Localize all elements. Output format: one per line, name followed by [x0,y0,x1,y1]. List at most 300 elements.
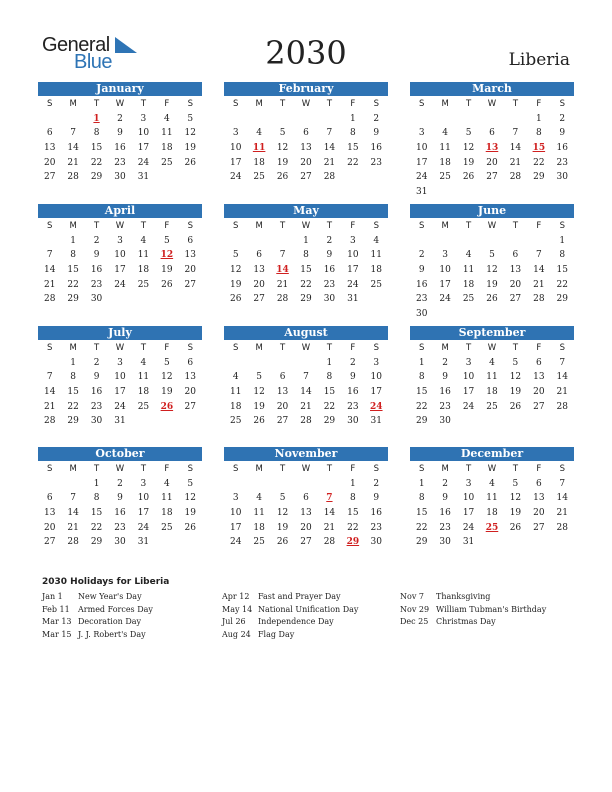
weekday-label: W [487,343,497,353]
holiday-entry [222,616,358,629]
day: 1 [70,357,76,368]
weekday-label: S [559,221,565,231]
day: 23 [556,157,568,168]
day: 9 [418,265,425,276]
day: 8 [418,372,425,383]
day: 10 [114,250,126,261]
day: 25 [486,401,498,412]
day: 21 [533,279,545,290]
holiday-entry [400,604,546,617]
day: 8 [93,128,100,139]
empty-day [527,234,550,249]
day: 4 [256,493,262,504]
day: 17 [439,279,451,290]
day: 23 [114,522,126,533]
day: 6 [187,235,194,246]
day: 28 [323,172,336,183]
day: 12 [184,493,196,504]
holiday-entry [222,591,358,604]
day: 15 [300,265,312,276]
empty-day [224,234,247,249]
weekday-label: M [69,464,77,474]
day: 19 [276,522,289,533]
weekday-label: T [279,464,286,474]
day: 17 [415,157,428,168]
day: 23 [114,157,126,168]
day: 11 [137,250,150,261]
empty-day [38,356,61,371]
month-january [38,82,202,185]
day: 28 [67,172,79,183]
day: 16 [439,508,451,519]
holiday-entry [42,629,153,642]
day: 17 [462,387,475,398]
holiday-date: Mar 15 [42,629,72,639]
day: 4 [489,357,495,368]
month-title: October [38,447,202,461]
day: 3 [349,235,356,246]
day: 29 [533,172,545,183]
day: 22 [415,401,428,412]
weekday-label: M [255,343,263,353]
day-grid [224,97,388,185]
day: 3 [140,478,147,489]
day: 18 [161,508,173,519]
weekday-label: S [187,99,193,109]
empty-day [247,234,270,249]
day: 16 [90,265,103,276]
day: 29 [415,537,428,548]
day: 27 [43,537,56,548]
weekday-label: W [115,464,125,474]
day: 18 [229,401,242,412]
day: 4 [163,478,170,489]
day: 28 [556,522,568,533]
day: 30 [439,537,451,548]
day: 24 [439,294,451,305]
day: 31 [415,187,428,198]
weekday-label: T [512,221,519,231]
day: 2 [559,113,566,124]
day: 17 [347,265,359,276]
empty-day [457,234,480,249]
day: 19 [509,387,522,398]
day: 23 [439,401,451,412]
day: 5 [163,357,170,368]
holiday-date: Dec 25 [400,617,429,626]
day: 26 [229,294,242,305]
holiday-day: 13 [485,143,499,154]
holiday-date: May 14 [222,604,253,614]
day: 19 [184,143,196,154]
weekday-label: F [164,464,170,474]
day: 3 [465,478,472,489]
weekday-label: T [512,99,519,109]
day: 6 [489,128,495,139]
month-october [38,447,202,550]
day: 27 [533,401,545,412]
day: 16 [114,508,126,519]
holiday-date: Feb 11 [42,604,70,614]
empty-day [38,477,61,492]
holiday-name: Fast and Prayer Day [258,592,341,601]
day: 2 [117,113,123,124]
day: 2 [349,357,356,368]
weekday-label: M [69,99,77,109]
month-title: April [38,204,202,218]
day: 6 [303,493,309,504]
weekday-label: T [465,99,472,109]
day: 8 [326,372,333,383]
day: 15 [415,508,428,519]
day: 16 [347,387,359,398]
day: 19 [184,508,196,519]
day: 31 [137,537,150,548]
day: 3 [117,357,123,368]
weekday-label: W [487,99,497,109]
weekday-label: S [419,464,425,474]
day: 20 [43,157,56,168]
day: 15 [90,143,103,154]
day: 11 [486,493,498,504]
empty-day [480,234,503,249]
day: 23 [90,401,103,412]
weekday-label: T [512,464,519,474]
month-title: July [38,326,202,340]
day: 4 [140,357,147,368]
day: 25 [229,416,242,427]
weekday-label: T [465,464,472,474]
day: 7 [46,250,53,261]
day: 7 [559,478,566,489]
day-grid [38,219,202,307]
day: 13 [509,265,522,276]
empty-day [61,477,84,492]
holiday-day: 1 [93,113,100,124]
day: 28 [300,416,312,427]
day: 24 [114,401,126,412]
day: 5 [187,478,194,489]
empty-day [318,112,341,127]
day: 7 [46,372,53,383]
day: 30 [415,309,428,320]
day: 6 [535,478,542,489]
day: 10 [462,493,475,504]
weekday-label: T [326,464,333,474]
day: 11 [439,143,451,154]
day: 24 [462,401,475,412]
empty-day [433,112,456,127]
day: 9 [117,493,123,504]
day: 17 [114,265,126,276]
holiday-day: 7 [326,493,333,504]
day: 13 [300,508,312,519]
day: 20 [276,401,289,412]
day: 29 [323,416,336,427]
month-title: September [410,326,574,340]
day: 16 [323,265,336,276]
day: 22 [67,279,79,290]
day: 18 [439,157,451,168]
day: 24 [229,537,242,548]
weekday-label: S [233,343,239,353]
day: 22 [556,279,568,290]
day: 10 [415,143,428,154]
day: 27 [486,172,498,183]
day: 22 [415,522,428,533]
day: 8 [93,493,100,504]
day: 3 [117,235,123,246]
weekday-label: F [536,99,542,109]
holiday-name: Christmas Day [436,617,496,626]
day: 26 [161,279,173,290]
day: 26 [462,172,475,183]
weekday-label: F [164,221,170,231]
day: 18 [161,143,173,154]
empty-day [271,477,294,492]
empty-day [410,234,433,249]
day: 19 [486,279,498,290]
weekday-label: T [93,343,100,353]
month-title: June [410,204,574,218]
day: 10 [439,265,451,276]
day: 3 [418,128,425,139]
day: 8 [70,372,76,383]
day: 29 [90,172,103,183]
day: 7 [535,250,542,261]
day: 17 [137,508,150,519]
holiday-date: Nov 29 [400,604,430,614]
day: 20 [184,387,196,398]
empty-day [224,356,247,371]
day: 31 [462,537,475,548]
day: 21 [300,401,312,412]
month-may [224,204,388,307]
calendar-year: 2030 [265,34,347,72]
day: 14 [300,387,312,398]
weekday-label: T [326,99,333,109]
day: 21 [43,279,56,290]
day: 17 [370,387,382,398]
holiday-date: Apr 12 [222,592,250,601]
day: 3 [465,357,472,368]
day-grid [38,341,202,429]
day: 16 [439,387,451,398]
day: 4 [373,235,380,246]
holiday-name: J. J. Robert's Day [78,629,146,639]
day: 18 [137,387,150,398]
day: 9 [442,372,448,383]
day-grid [410,219,574,322]
day: 4 [140,235,147,246]
day: 21 [556,508,568,519]
weekday-label: S [373,221,379,231]
day: 15 [90,508,103,519]
day: 12 [253,387,265,398]
day: 28 [276,294,289,305]
day: 6 [187,357,194,368]
month-title: February [224,82,388,96]
day: 10 [229,143,242,154]
holiday-name: Armed Forces Day [78,604,153,614]
weekday-label: S [233,221,239,231]
day: 2 [326,235,333,246]
empty-day [433,234,456,249]
day: 11 [462,265,475,276]
day: 20 [509,279,522,290]
month-title: December [410,447,574,461]
day: 30 [114,537,126,548]
empty-day [247,356,270,371]
holiday-date: Mar 13 [42,617,72,626]
holiday-name: Independence Day [258,617,334,626]
day: 12 [161,372,173,383]
day: 7 [70,493,76,504]
holiday-day: 25 [485,522,499,533]
weekday-label: T [93,464,100,474]
day: 12 [509,493,522,504]
day: 20 [43,522,56,533]
empty-day [271,112,294,127]
day: 3 [232,493,239,504]
day: 25 [137,279,150,290]
day: 14 [67,143,79,154]
day: 11 [370,250,382,261]
day: 26 [276,172,289,183]
day: 5 [489,250,495,261]
day: 28 [43,416,56,427]
day: 14 [323,143,336,154]
weekday-label: M [69,221,77,231]
day: 15 [347,143,359,154]
day: 7 [70,128,76,139]
day: 9 [93,372,100,383]
empty-day [318,477,341,492]
day: 29 [415,416,428,427]
weekday-label: S [419,99,425,109]
weekday-label: T [326,343,333,353]
month-june [410,204,574,322]
day: 27 [184,401,196,412]
empty-day [480,112,503,127]
weekday-label: S [187,221,193,231]
day: 19 [161,387,173,398]
day: 9 [442,493,448,504]
day: 8 [349,128,356,139]
weekday-label: W [301,221,311,231]
day: 19 [276,157,289,168]
day: 13 [253,265,265,276]
weekday-label: S [373,99,379,109]
day: 29 [67,416,79,427]
weekday-label: W [115,221,125,231]
holiday-entry [222,604,358,617]
weekday-label: T [465,221,472,231]
weekday-label: S [559,343,565,353]
day: 5 [279,128,286,139]
day: 30 [90,294,103,305]
month-march [410,82,574,200]
day: 1 [326,357,333,368]
day: 7 [512,128,519,139]
day: 1 [418,357,425,368]
holiday-entry [42,591,153,604]
day: 26 [184,157,196,168]
day: 30 [323,294,336,305]
weekday-label: S [373,464,379,474]
day: 25 [161,157,173,168]
day: 27 [300,172,312,183]
weekday-label: S [559,99,565,109]
day: 8 [349,493,356,504]
day: 19 [161,265,173,276]
day: 1 [418,478,425,489]
day: 21 [509,157,522,168]
day: 29 [300,294,312,305]
weekday-label: S [47,343,53,353]
day: 20 [253,279,265,290]
day: 29 [90,537,103,548]
weekday-label: F [350,221,356,231]
day: 19 [229,279,242,290]
empty-day [224,112,247,127]
day: 11 [486,372,498,383]
day: 19 [462,157,475,168]
day: 22 [347,157,359,168]
day: 6 [279,372,286,383]
day: 15 [67,265,79,276]
day: 18 [462,279,475,290]
weekday-label: M [441,343,449,353]
month-december [410,447,574,550]
empty-day [294,477,317,492]
day: 13 [300,143,312,154]
day: 6 [303,128,309,139]
weekday-label: T [140,343,147,353]
day: 5 [512,357,519,368]
weekday-label: T [140,99,147,109]
day: 22 [323,401,336,412]
day: 24 [114,279,126,290]
month-september [410,326,574,429]
day: 9 [373,128,380,139]
weekday-label: S [419,221,425,231]
day: 24 [462,522,475,533]
empty-day [410,112,433,127]
day: 11 [253,508,265,519]
weekday-label: T [93,221,100,231]
day: 1 [303,235,309,246]
holiday-day: 24 [370,401,383,412]
weekday-label: F [536,343,542,353]
empty-day [61,112,84,127]
day: 31 [347,294,359,305]
day: 29 [67,294,79,305]
month-title: January [38,82,202,96]
day: 14 [43,387,56,398]
day: 26 [184,522,196,533]
day: 12 [462,143,475,154]
day: 23 [415,294,428,305]
day: 30 [114,172,126,183]
day: 26 [509,401,522,412]
day: 4 [465,250,472,261]
day: 16 [90,387,103,398]
day: 7 [279,250,286,261]
day: 24 [347,279,359,290]
day: 5 [512,478,519,489]
day: 28 [323,537,336,548]
